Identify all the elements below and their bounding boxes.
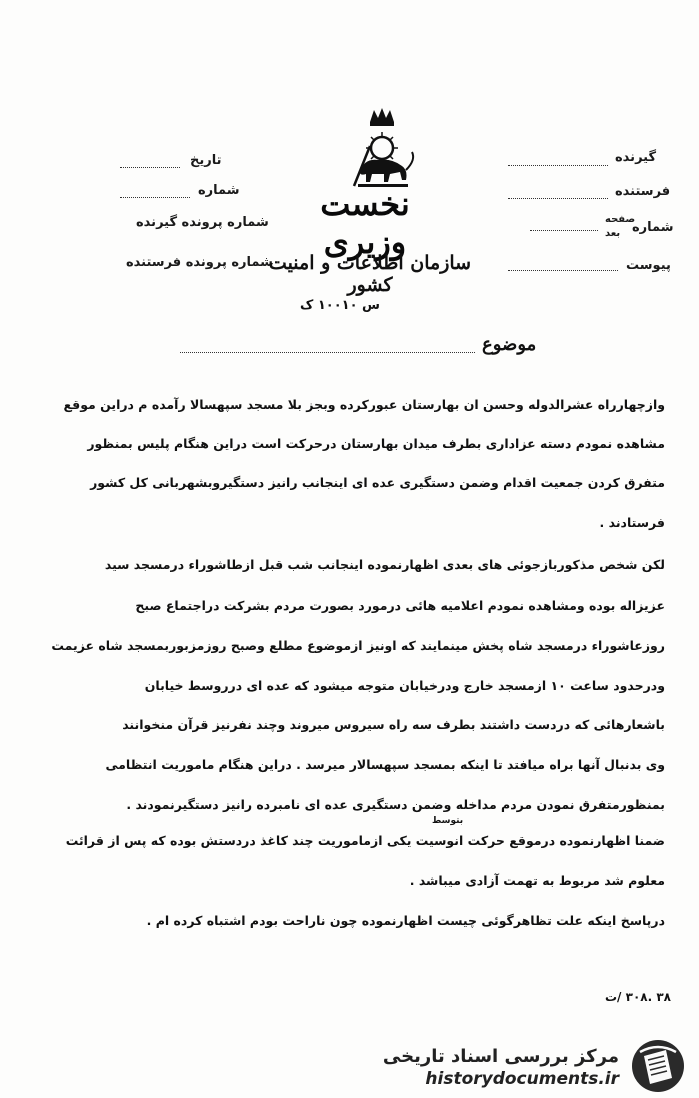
sender-file-label: شماره پرونده فرستنده [126,255,273,270]
date-label: تاریخ [190,153,222,168]
recipient-line [508,165,608,166]
document-title: نخست وزیری [320,185,410,261]
body-line: معلوم شد مربوط به تهمت آزادی میباشد . [409,873,665,888]
body-line: ودرحدود ساعت ۱۰ ازمسجد خارج ودرخیابان متوجه میشود که عده ای درروسط خیابان [144,678,665,693]
body-line: ضمنا اظهارنموده درموقع حرکت انوسیت یکی ازماموریت چند کاغذ دردستش بوده که پس از قرائت [65,833,665,848]
number-label: شماره [198,183,240,198]
number-line [120,197,190,198]
subject-line [180,352,475,353]
attachment-line [508,270,618,271]
subject-label: موضوع [482,334,537,355]
body-line: درپاسخ اینکه علت تظاهرگوئی چیست اظهارنموده چون ناراحت بودم اشتباه کرده ام . [146,913,665,928]
body-line: روزعاشوراء درمسجد شاه پخش مینمایند که اونیز ازموضوع مطلع وصبح روزمزبوربمسجد شاه عزیمت [51,638,665,653]
margin-note: بتوسط [432,816,464,826]
body-line: فرستادند . [599,515,665,530]
body-line: وازچهارراه عشرالدوله وحسن ان بهارستان عبورکرده وبجز بلا مسجد سپهسالا رآمده م دراین موقع [63,397,665,412]
footer-document-number: ۳۸ .۳۰۸ /ت [605,990,672,1004]
attachment-label: پیوست [626,258,671,273]
body-line: لکن شخص مذکوربازجوئی های بعدی اظهارنموده اینجانب شب قبل ازطاشوراء درمسجد سید [104,557,665,572]
body-line: مشاهده نمودم دسته عزاداری بطرف میدان بهارستان درحرکت است دراین هنگام پلیس بمنظور [87,436,665,451]
sender-line [508,198,608,199]
body-line: متفرق کردن جمعیت اقدام وضمن دستگیری عده ای اینجانب رانیز دستگیروبشهربانی کل کشور [90,475,665,490]
body-line: بمنظورمتفرق نمودن مردم مداخله وضمن دستگیری عده ای نامبرده رانیز دستگیرنمودند . [126,797,665,812]
sender-label: فرستنده [615,184,671,199]
page-line [530,230,598,231]
page-sublabel: بعد [605,228,621,239]
watermark [383,1046,619,1089]
receiver-file-label: شماره پرونده گیرنده [136,215,269,230]
body-line: باشعارهائی که دردست داشتند بطرف سه راه سیروس میروند وچند نفرنیز قرآن منخوانند [122,717,665,732]
watermark-url: historydocuments.ir [425,1069,619,1089]
recipient-label: گیرنده [615,150,657,165]
body-line: عزیزاله بوده ومشاهده نمودم اعلامیه هائی درمورد بصورت مردم بشرکت دراجتماع صبح [135,598,665,613]
reference-number: س ۱۰۰۱۰ ک [300,298,380,313]
date-line [120,167,180,168]
history-documents-logo-icon [630,1038,686,1094]
watermark-name: مرکز بررسی اسناد تاریخی [382,1046,619,1067]
body-line: وی بدنبال آنها براه میافتد تا اینکه بمسجد سپهسالار میرسد . دراین هنگام ماموریت انتظامی [105,757,665,772]
organization-name: سازمان اطلاعات و امنیت کشور [268,252,472,296]
page-label: صفحه [605,214,636,225]
page-number-label: شماره [632,220,674,235]
